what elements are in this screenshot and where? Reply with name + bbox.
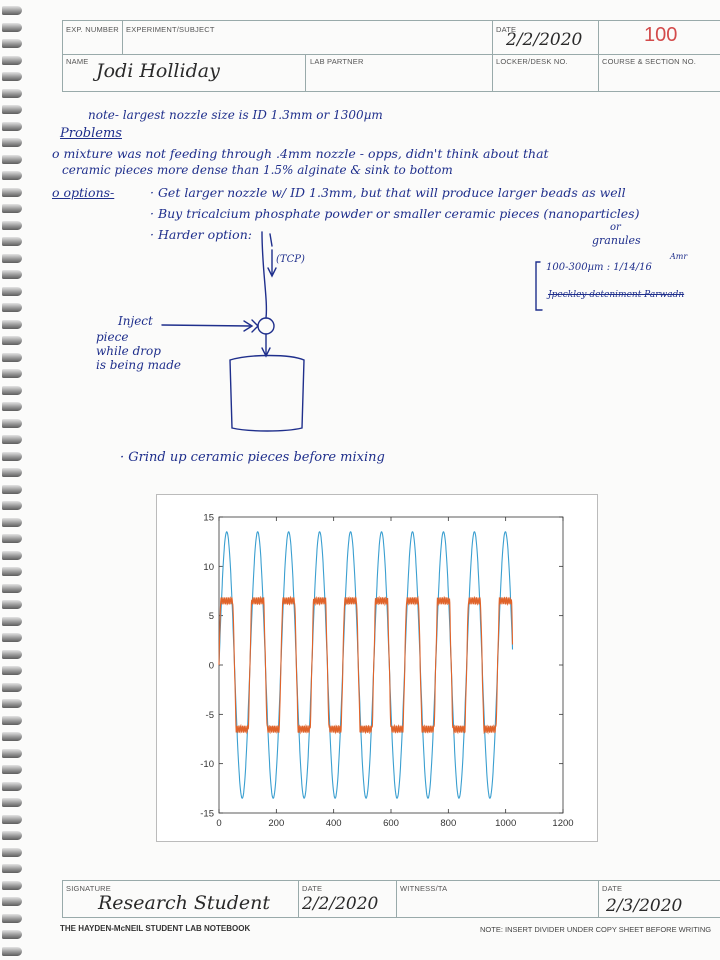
footer-date-value: 2/2/2020	[302, 894, 379, 914]
x-tick-label: 1000	[495, 818, 517, 829]
x-tick-label: 800	[440, 818, 457, 829]
bracket-text: 100-300µm : 1/14/16	[546, 262, 652, 273]
lab-partner-label: LAB PARTNER	[310, 57, 364, 66]
page-number: 100	[644, 24, 678, 46]
container	[230, 356, 304, 432]
inject-label-3: while drop	[96, 344, 161, 358]
spiral-coil	[2, 831, 22, 840]
course-label: COURSE & SECTION NO.	[602, 57, 697, 66]
spiral-coil	[2, 633, 22, 642]
option-2-granules: granules	[592, 234, 641, 247]
name-label: NAME	[66, 57, 89, 66]
footer-date2-value: 2/3/2020	[606, 896, 683, 916]
bracket-line	[536, 262, 542, 310]
spiral-coil	[2, 600, 22, 609]
brand-text: THE HAYDEN-McNEIL STUDENT LAB NOTEBOOK	[60, 924, 251, 933]
chart-frame	[156, 494, 598, 842]
plot-area	[219, 517, 563, 813]
signature-label: SIGNATURE	[66, 884, 111, 893]
experiment-label: EXPERIMENT/SUBJECT	[126, 25, 215, 34]
grind-note: · Grind up ceramic pieces before mixing	[120, 450, 385, 465]
problem-1a: o mixture was not feeding through .4mm nozzle - opps, didn't think about that	[52, 146, 549, 161]
x-tick-label: 400	[325, 818, 342, 829]
spiral-coil	[2, 501, 22, 510]
footer-date-label: DATE	[302, 884, 323, 893]
footer-date2-label: DATE	[602, 884, 623, 893]
spiral-coil	[2, 848, 22, 857]
spiral-coil	[2, 914, 22, 923]
problems-heading: Problems	[60, 126, 122, 141]
signature-value: Research Student	[98, 892, 271, 914]
spiral-coil	[2, 930, 22, 939]
exp-number-label: EXP. NUMBER	[66, 25, 119, 34]
option-2: · Buy tricalcium phosphate powder or smaller ceramic pieces (nanoparticles)	[150, 206, 640, 221]
spiral-coil	[2, 584, 22, 593]
problem-1b: ceramic pieces more dense than 1.5% alginate & sink to bottom	[62, 163, 453, 177]
spiral-coil	[2, 567, 22, 576]
spiral-coil	[2, 683, 22, 692]
spiral-coil	[2, 864, 22, 873]
inject-arrow	[162, 325, 250, 326]
chart-svg	[157, 495, 599, 843]
options-heading: o options-	[52, 185, 115, 200]
spiral-coil	[2, 947, 22, 956]
note-line: note- largest nozzle size is ID 1.3mm or 1300µm	[88, 108, 383, 122]
option-3: · Harder option:	[150, 227, 252, 242]
spiral-coil	[2, 732, 22, 741]
spiral-coil	[2, 716, 22, 725]
x-tick-label: 1200	[552, 818, 574, 829]
footer-note: NOTE: INSERT DIVIDER UNDER COPY SHEET BEFORE WRITING	[480, 925, 712, 934]
spiral-coil	[2, 650, 22, 659]
inject-label-2: piece	[96, 330, 129, 344]
spiral-coil	[2, 699, 22, 708]
x-tick-label: 0	[216, 818, 222, 829]
option-2-or: or	[610, 222, 621, 233]
spiral-coil	[2, 485, 22, 494]
locker-label: LOCKER/DESK NO.	[496, 57, 568, 66]
nozzle-tube	[262, 232, 266, 318]
spiral-coil	[2, 815, 22, 824]
y-tick-label: 5	[208, 611, 214, 623]
spiral-coil	[2, 765, 22, 774]
bracket-initials: Amr	[670, 252, 688, 261]
witness-label: WITNESS/TA	[400, 884, 448, 893]
spiral-coil	[2, 534, 22, 543]
spiral-coil	[2, 617, 22, 626]
date-value: 2/2/2020	[506, 30, 583, 50]
footer-vline-2	[396, 880, 397, 918]
inject-label-1: Inject	[118, 314, 153, 328]
y-tick-label: 15	[203, 512, 214, 524]
tcp-label: (TCP)	[276, 254, 305, 265]
drop-circle	[258, 318, 274, 334]
x-tick-label: 200	[268, 818, 285, 829]
spiral-coil	[2, 551, 22, 560]
footer-vline-1	[298, 880, 299, 918]
option-1: · Get larger nozzle w/ ID 1.3mm, but that will produce larger beads as well	[150, 185, 626, 200]
x-tick-label: 600	[383, 818, 399, 829]
scribble-text: Jpeckley deteniment Parwadn	[548, 290, 685, 300]
spiral-coil	[2, 897, 22, 906]
y-tick-label: 0	[208, 660, 214, 672]
y-tick-label: -10	[200, 759, 214, 771]
name-value: Jodi Holliday	[96, 60, 220, 82]
spiral-coil	[2, 881, 22, 890]
spiral-coil	[2, 749, 22, 758]
spiral-coil	[2, 666, 22, 675]
date-label: DATE	[496, 25, 517, 34]
y-tick-label: 10	[203, 561, 214, 573]
y-tick-label: -15	[200, 808, 214, 820]
y-tick-label: -5	[205, 709, 214, 721]
inject-label-4: is being made	[96, 358, 181, 372]
spiral-coil	[2, 782, 22, 791]
footer-vline-3	[598, 880, 599, 918]
spiral-coil	[2, 798, 22, 807]
spiral-coil	[2, 518, 22, 527]
